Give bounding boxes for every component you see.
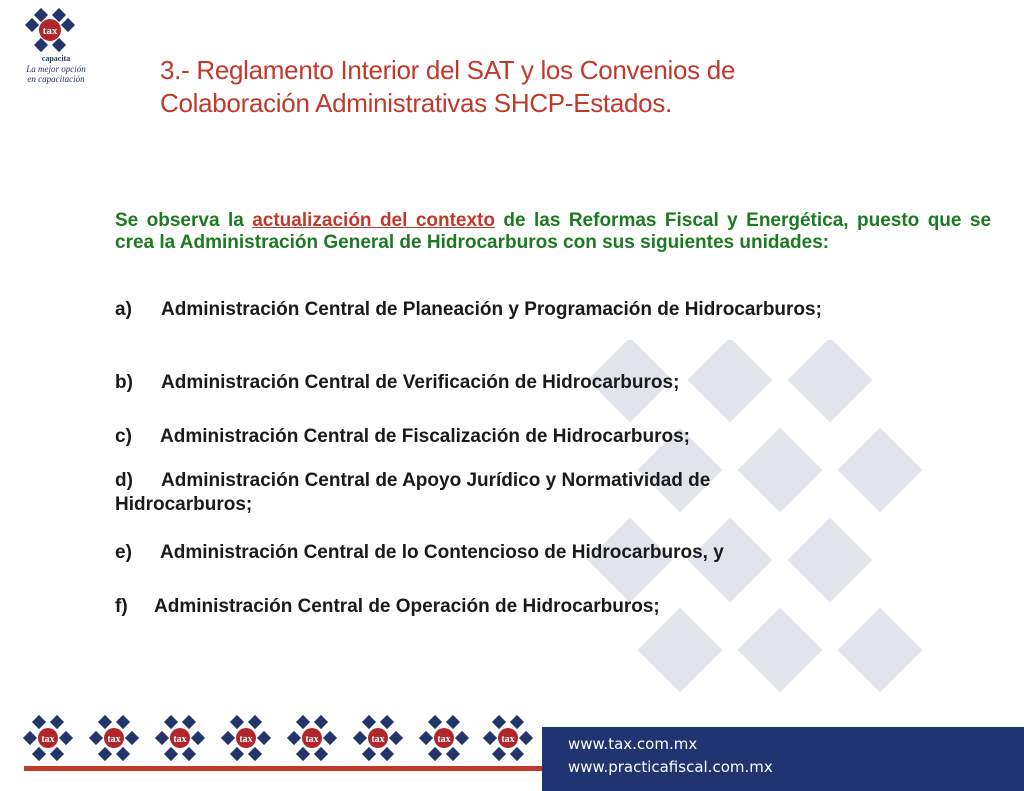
item-marker: b) [115, 372, 133, 393]
tax-watermark [560, 340, 960, 730]
footer-tax-logo-icon [218, 715, 274, 763]
item-marker: f) [115, 596, 128, 617]
footer-logo-wordmark: tax [305, 734, 319, 745]
item-text: Administración Central de Planeación y Programación de Hidrocarburos; [161, 299, 822, 320]
item-marker: a) [115, 299, 132, 320]
footer-tax-logo-icon [86, 715, 142, 763]
item-marker: c) [115, 426, 132, 447]
footer-tax-logo-icon [152, 715, 208, 763]
footer-logo-wordmark: tax [173, 734, 187, 745]
title-line-1: 3.- Reglamento Interior del SAT y los Convenios de [160, 55, 736, 85]
footer-link-practicafiscal[interactable]: www.practicafiscal.com.mx [568, 758, 773, 776]
footer-tax-logo-icon [20, 715, 76, 763]
list-item-c [115, 425, 835, 449]
intro-before: Se observa la [115, 210, 253, 231]
item-text: Administración Central de Apoyo Jurídico y Normatividad de Hidrocarburos; [115, 470, 711, 515]
footer-logo-strip [20, 715, 540, 765]
title-line-2: Colaboración Administrativas SHCP-Estados. [160, 88, 672, 118]
footer-logo-wordmark: tax [501, 734, 515, 745]
list-item-e [115, 541, 835, 565]
footer-logo-wordmark: tax [371, 734, 385, 745]
logo-tagline-1: La mejor opción [26, 64, 86, 74]
footer-red-bar [24, 766, 542, 771]
footer-tax-logo-icon [480, 715, 536, 763]
slide-title [160, 54, 920, 120]
footer-logo-wordmark: tax [239, 734, 253, 745]
item-text: Administración Central de Verificación de Hidrocarburos; [161, 372, 680, 393]
list-item-f [115, 595, 835, 619]
intro-paragraph [115, 210, 991, 254]
footer-logo-wordmark: tax [41, 734, 55, 745]
item-text: Administración Central de Operación de Hidrocarburos; [154, 596, 660, 617]
logo-capacita: capacita [41, 54, 71, 63]
footer-tax-logo-icon [416, 715, 472, 763]
footer-tax-logo-icon [284, 715, 340, 763]
footer-logo-wordmark: tax [437, 734, 451, 745]
logo-tagline-2: en capacitación [27, 74, 85, 84]
tax-logo-icon [22, 8, 78, 56]
item-text: Administración Central de Fiscalización de Hidrocarburos; [160, 426, 691, 447]
item-text: Administración Central de lo Contencioso de Hidrocarburos, y [160, 542, 724, 563]
footer-link-tax[interactable]: www.tax.com.mx [568, 735, 698, 753]
watermark-diamond-pattern [560, 340, 960, 730]
logo-caption [16, 54, 96, 84]
tax-logo [16, 8, 88, 88]
intro-highlight: actualización del contexto [252, 210, 495, 231]
intro-after: de las Reformas Fiscal y Energética, puesto que se crea la Administración General de Hidrocarburos con sus siguientes unidades: [115, 210, 992, 253]
item-marker: e) [115, 542, 132, 563]
list-item-b [115, 371, 835, 395]
footer-logo-wordmark: tax [107, 734, 121, 745]
list-item-a [115, 298, 835, 322]
item-marker: d) [115, 470, 133, 491]
list-item-d [115, 469, 835, 517]
footer-tax-logo-icon [350, 715, 406, 763]
logo-wordmark: tax [42, 25, 58, 37]
